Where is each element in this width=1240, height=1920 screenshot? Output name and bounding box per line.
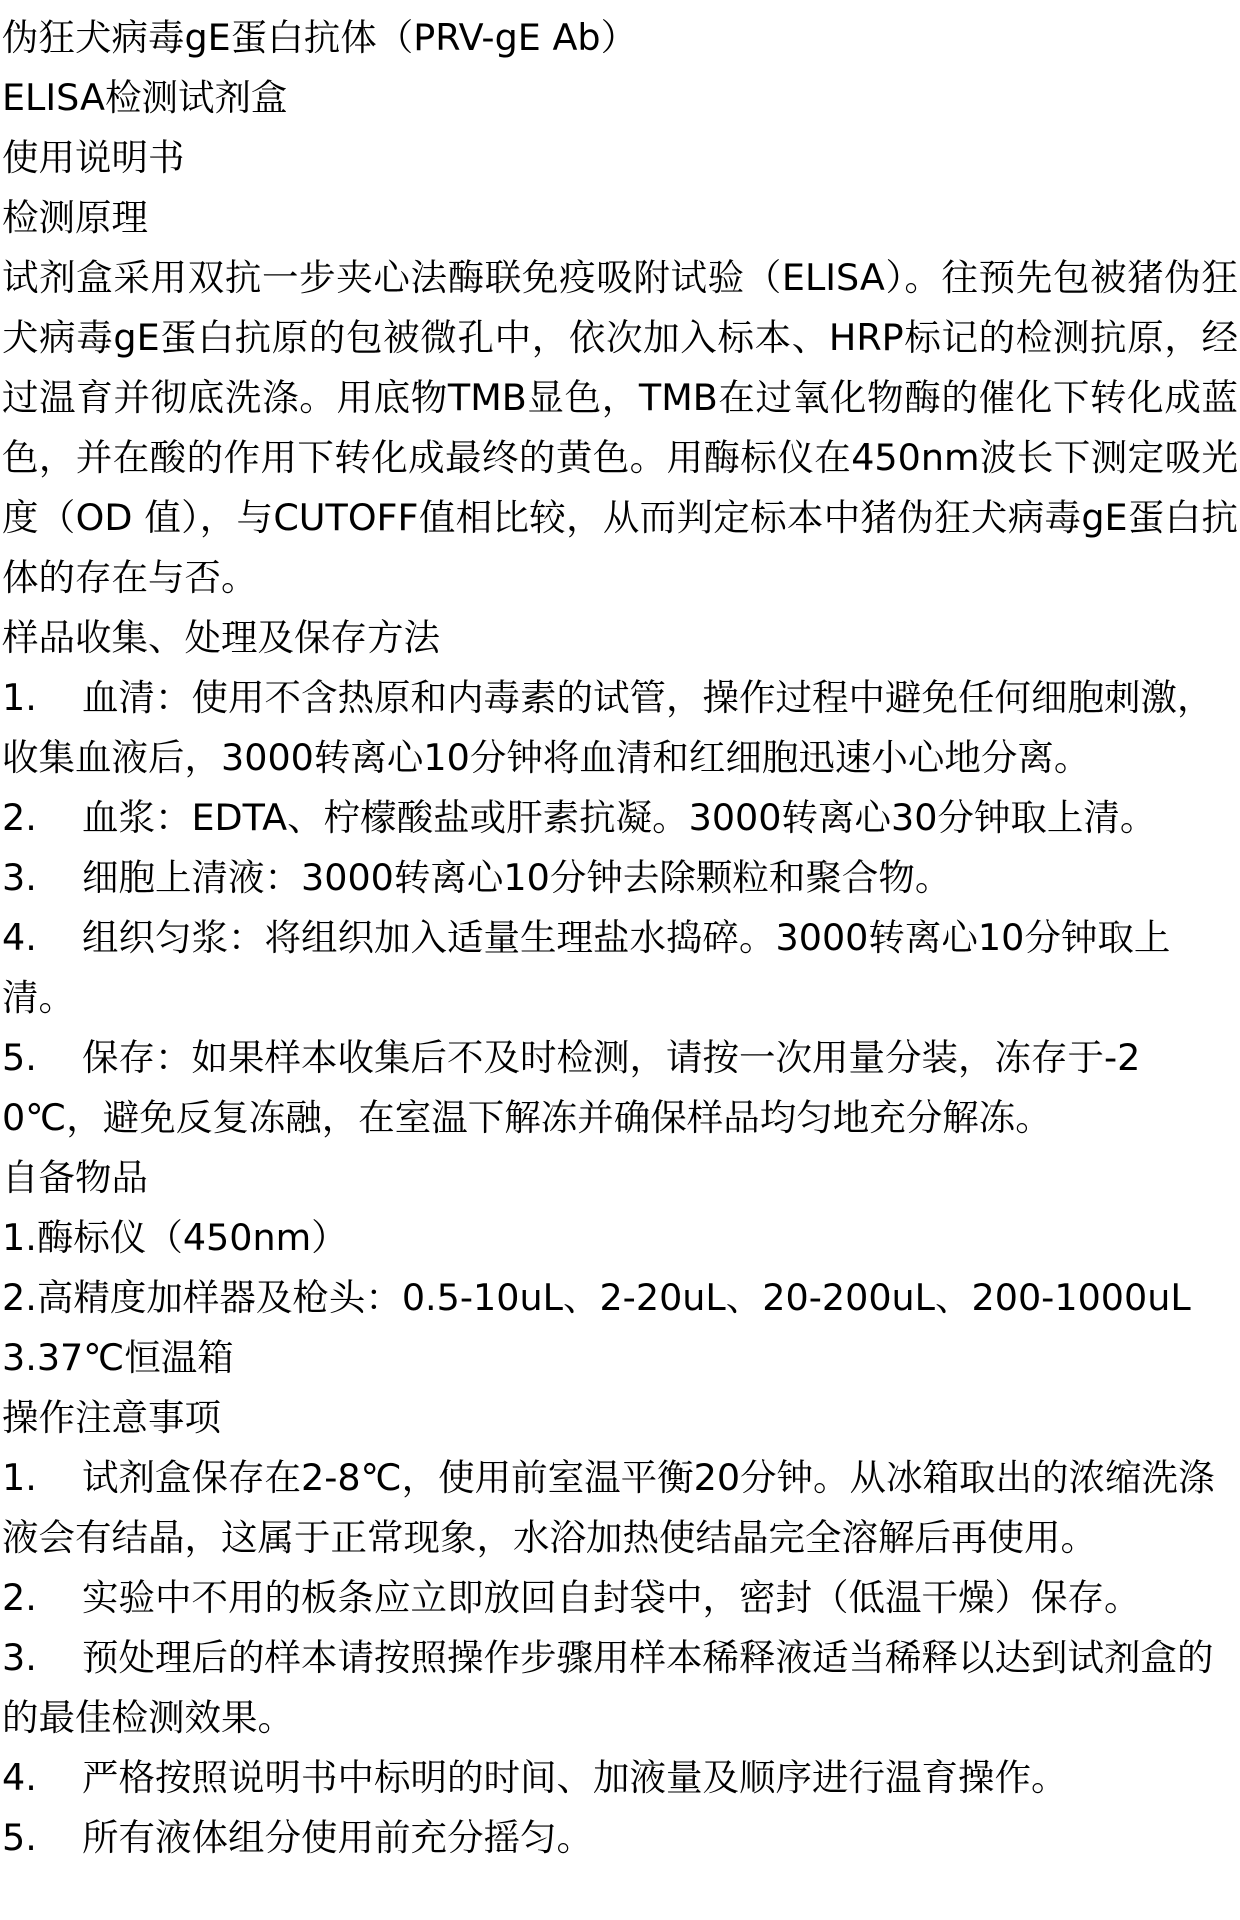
material-item-3: 3.37℃恒温箱 — [2, 1336, 234, 1379]
notes-heading: 操作注意事项 — [2, 1396, 221, 1439]
samples-heading: 样品收集、处理及保存方法 — [2, 616, 440, 659]
note-item-1 — [2, 1448, 1238, 1568]
sample-item-1 — [2, 668, 1238, 788]
title-line-1: 伪狂犬病毒gE蛋白抗体（PRV-gE Ab） — [2, 16, 638, 59]
sample-item-3 — [2, 848, 1238, 908]
material-item-2: 2.高精度加样器及枪头：0.5-10uL、2-20uL、20-200uL、200-1000uL — [2, 1276, 1191, 1319]
note-item-text: 所有液体组分使用前充分摇匀。 — [82, 1816, 593, 1859]
note-item-number: 2. — [2, 1576, 37, 1619]
note-item-text: 严格按照说明书中标明的时间、加液量及顺序进行温育操作。 — [82, 1756, 1068, 1799]
sample-item-number: 4. — [2, 916, 37, 959]
note-item-4 — [2, 1748, 1238, 1808]
note-item-number: 4. — [2, 1756, 37, 1799]
principle-paragraph: 试剂盒采用双抗一步夹心法酶联免疫吸附试验（ELISA）。往预先包被猪伪狂犬病毒gE蛋白抗原的包被微孔中，依次加入标本、HRP标记的检测抗原，经过温育并彻底洗涤。用底物TMB显色，TMB在过氧化物酶的催化下转化成蓝色，并在酸的作用下转化成最终的黄色。用酶标仪在450nm波长下测定吸光度（OD 值），与CUTOFF值相比较，从而判定标本中猪伪狂犬病毒gE蛋白抗体的存在与否。 — [2, 256, 1238, 599]
note-item-text: 试剂盒保存在2-8℃，使用前室温平衡20分钟。从冰箱取出的浓缩洗涤液会有结晶，这属于正常现象，水浴加热使结晶完全溶解后再使用。 — [2, 1456, 1215, 1559]
sample-item-text: 血浆：EDTA、柠檬酸盐或肝素抗凝。3000转离心30分钟取上清。 — [82, 796, 1157, 839]
sample-item-text: 血清：使用不含热原和内毒素的试管，操作过程中避免任何细胞刺激，收集血液后，3000转离心10分钟将血清和红细胞迅速小心地分离。 — [2, 676, 1214, 779]
title-line-2: ELISA检测试剂盒 — [2, 76, 288, 119]
note-item-text: 实验中不用的板条应立即放回自封袋中，密封（低温干燥）保存。 — [82, 1576, 1141, 1619]
sample-item-text: 细胞上清液：3000转离心10分钟去除颗粒和聚合物。 — [82, 856, 952, 899]
sample-item-number: 3. — [2, 856, 37, 899]
material-item-1: 1.酶标仪（450nm） — [2, 1216, 348, 1259]
sample-item-2 — [2, 788, 1238, 848]
note-item-2 — [2, 1568, 1238, 1628]
note-item-number: 3. — [2, 1636, 37, 1679]
title-line-3: 使用说明书 — [2, 136, 185, 179]
sample-item-number: 2. — [2, 796, 37, 839]
sample-item-5 — [2, 1028, 1238, 1148]
note-item-3 — [2, 1628, 1238, 1748]
sample-item-4 — [2, 908, 1238, 1028]
sample-item-number: 5. — [2, 1036, 37, 1079]
principle-heading: 检测原理 — [2, 196, 148, 239]
sample-item-number: 1. — [2, 676, 37, 719]
sample-item-text: 组织匀浆：将组织加入适量生理盐水捣碎。3000转离心10分钟取上清。 — [2, 916, 1171, 1019]
note-item-5 — [2, 1808, 1238, 1868]
note-item-number: 1. — [2, 1456, 37, 1499]
sample-item-text: 保存：如果样本收集后不及时检测，请按一次用量分装，冻存于-20℃，避免反复冻融，在室温下解冻并确保样品均匀地充分解冻。 — [2, 1036, 1141, 1139]
materials-heading: 自备物品 — [2, 1156, 148, 1199]
note-item-text: 预处理后的样本请按照操作步骤用样本稀释液适当稀释以达到试剂盒的的最佳检测效果。 — [2, 1636, 1214, 1739]
note-item-number: 5. — [2, 1816, 37, 1859]
